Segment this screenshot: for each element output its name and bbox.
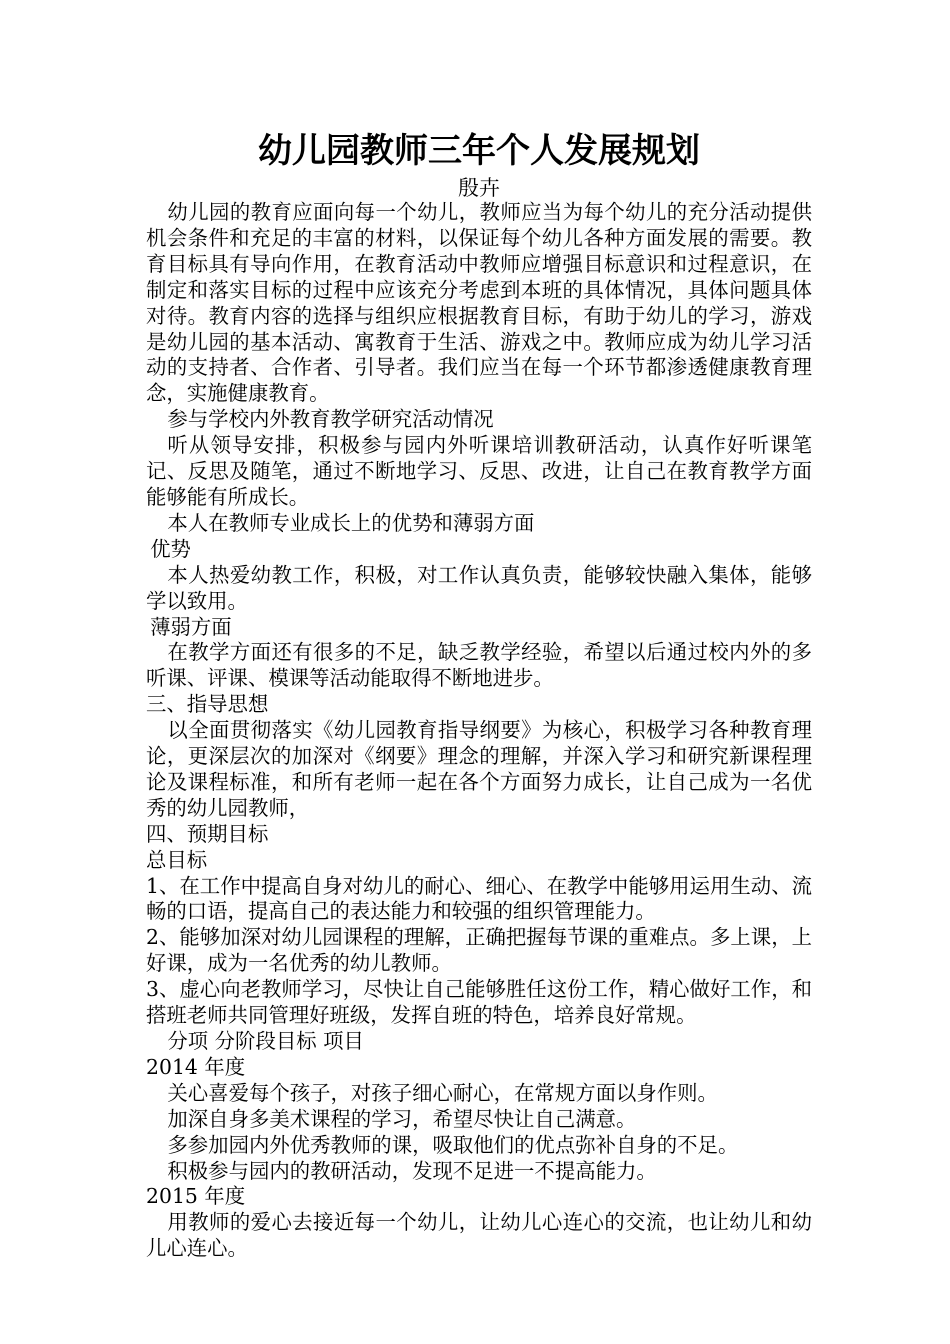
paragraph: 四、预期目标 [146, 821, 269, 846]
paragraph: 1、在工作中提高自身对幼儿的耐心、细心、在教学中能够用运用生动、流畅的口语，提高自己的表达能力和较强的组织管理能力。 [146, 873, 812, 924]
paragraph: 2014 年度 [146, 1054, 246, 1079]
paragraph: 以全面贯彻落实《幼儿园教育指导纲要》为核心，积极学习各种教育理论，更深层次的加深对《纲要》理念的理解，并深入学习和研究新课程理论及课程标准，和所有老师一起在各个方面努力成长，让自己成为一名优秀的幼儿园教师， [146, 718, 812, 820]
paragraph: 多参加园内外优秀教师的课，吸取他们的优点弥补自身的不足。 [167, 1132, 739, 1157]
paragraph: 加深自身多美术课程的学习，希望尽快让自己满意。 [167, 1106, 637, 1131]
paragraph: 分项 分阶段目标 项目 [167, 1029, 364, 1053]
paragraph: 3、虚心向老教师学习，尽快让自己能够胜任这份工作，精心做好工作，和搭班老师共同管理好班级，发挥自班的特色，培养良好常规。 [146, 977, 812, 1028]
paragraph: 总目标 [146, 847, 208, 872]
paragraph: 参与学校内外教育教学研究活动情况 [167, 407, 494, 432]
paragraph: 在教学方面还有很多的不足，缺乏教学经验，希望以后通过校内外的多听课、评课、模课等活动能取得不断地进步。 [146, 640, 812, 691]
paragraph: 本人热爱幼教工作，积极，对工作认真负责，能够较快融入集体，能够学以致用。 [146, 562, 812, 613]
paragraph: 关心喜爱每个孩子，对孩子细心耐心，在常规方面以身作则。 [167, 1080, 718, 1105]
paragraph: 用教师的爱心去接近每一个幼儿，让幼儿心连心的交流，也让幼儿和幼儿心连心。 [146, 1210, 812, 1261]
paragraph: 薄弱方面 [150, 614, 232, 639]
paragraph: 2015 年度 [146, 1184, 246, 1209]
paragraph: 2、能够加深对幼儿园课程的理解，正确把握每节课的重难点。多上课，上好课，成为一名优秀的幼儿教师。 [146, 925, 812, 976]
paragraph: 优势 [150, 536, 191, 561]
document-body [146, 200, 812, 1262]
document-page [146, 126, 812, 1262]
document-title: 幼儿园教师三年个人发展规划 [258, 131, 700, 171]
paragraph: 幼儿园的教育应面向每一个幼儿，教师应当为每个幼儿的充分活动提供机会条件和充足的丰富的材料，以保证每个幼儿各种方面发展的需要。教育目标具有导向作用，在教育活动中教师应增强目标意识和过程意识，在制定和落实目标的过程中应该充分考虑到本班的具体情况，具体问题具体对待。教育内容的选择与组织应根据教育目标，有助于幼儿的学习，游戏是幼儿园的基本活动、寓教育于生活、游戏之中。教师应成为幼儿学习活动的支持者、合作者、引导者。我们应当在每一个环节都渗透健康教育理念，实施健康教育。 [146, 200, 812, 406]
paragraph: 听从领导安排，积极参与园内外听课培训教研活动，认真作好听课笔记、反思及随笔，通过不断地学习、反思、改进，让自己在教育教学方面能够能有所成长。 [146, 433, 812, 509]
document-author: 殷卉 [458, 176, 500, 200]
paragraph: 积极参与园内的教研活动，发现不足进一不提高能力。 [167, 1158, 657, 1183]
paragraph: 本人在教师专业成长上的优势和薄弱方面 [167, 510, 535, 535]
paragraph: 三、指导思想 [146, 692, 269, 717]
